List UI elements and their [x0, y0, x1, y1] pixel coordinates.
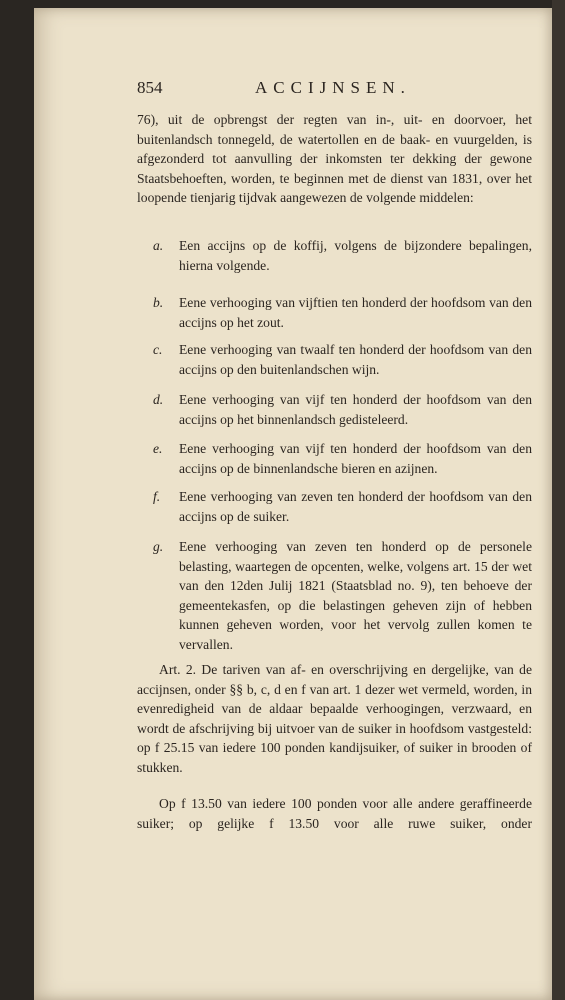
item-letter: a.: [153, 238, 164, 253]
item-text: Eene verhooging van vijf ten honderd der hoofdsom van den accijns op het binnenlandsch gedisteleerd.: [179, 392, 532, 427]
item-letter: c.: [153, 342, 163, 357]
item-letter: b.: [153, 295, 164, 310]
intro-paragraph: 76), uit de opbrengst der regten van in-, uit- en doorvoer, het buitenlandsch tonnegeld, de watertollen en de baak- en vuurgelden, is afgezonderd tot aanvulling der inkomsten ter dekking der gewone Staatsbehoeften, worden, te beginnen met de dienst van 1831, over het loopende tienjarig tijdvak aangewezen de volgende middelen:: [137, 112, 532, 206]
item-letter: d.: [153, 392, 164, 407]
page-edge: [552, 0, 565, 1000]
article-2-text: Art. 2. De tariven van af- en overschrijving en dergelijke, van de accijnsen, onder §§ b, c, d en f van art. 1 dezer wet vermeld, worden, in evenredigheid van de aldaar bepaalde verhoogingen, verzwaard, en wordt de afschrijving bij uitvoer van de suiker in hoofdsom vastgesteld: op f 25.15 van iedere 100 ponden kandijsuiker, of suiker in brooden of stukken.: [137, 662, 532, 775]
item-text: Een accijns op de koffij, volgens de bijzondere bepalingen, hierna volgende.: [179, 238, 532, 273]
article-2-paragraph: [137, 660, 532, 778]
running-title: ACCIJNSEN.: [255, 78, 411, 97]
item-letter: f.: [153, 489, 161, 504]
page-number: 854: [137, 78, 163, 97]
page-header: [137, 78, 532, 102]
item-text: Eene verhooging van vijf ten honderd der hoofdsom van den accijns op de binnenlandsche bieren en azijnen.: [179, 441, 532, 476]
item-text: Eene verhooging van vijftien ten honderd der hoofdsom van den accijns op het zout.: [179, 295, 532, 330]
item-letter: e.: [153, 441, 163, 456]
item-text: Eene verhooging van twaalf ten honderd der hoofdsom van den accijns op den buitenlandschen wijn.: [179, 342, 532, 377]
item-text: Eene verhooging van zeven ten honderd der hoofdsom van den accijns op de suiker.: [179, 489, 532, 524]
item-letter: g.: [153, 539, 164, 554]
item-text: Eene verhooging van zeven ten honderd op de personele belasting, waartegen de opcenten, welke, volgens art. 15 der wet van den 12den Julij 1821 (Staatsblad no. 9), ten behoeve der gemeentekasfen, op die belastingen geheven zijn of hebben kunnen geheven worden, voor het vervolg zullen komen te vervallen.: [179, 539, 532, 652]
closing-paragraph: Op f 13.50 van iedere 100 ponden voor alle andere geraffineerde suiker; op gelijke f 13.50 voor alle ruwe suiker, onder: [137, 796, 532, 831]
